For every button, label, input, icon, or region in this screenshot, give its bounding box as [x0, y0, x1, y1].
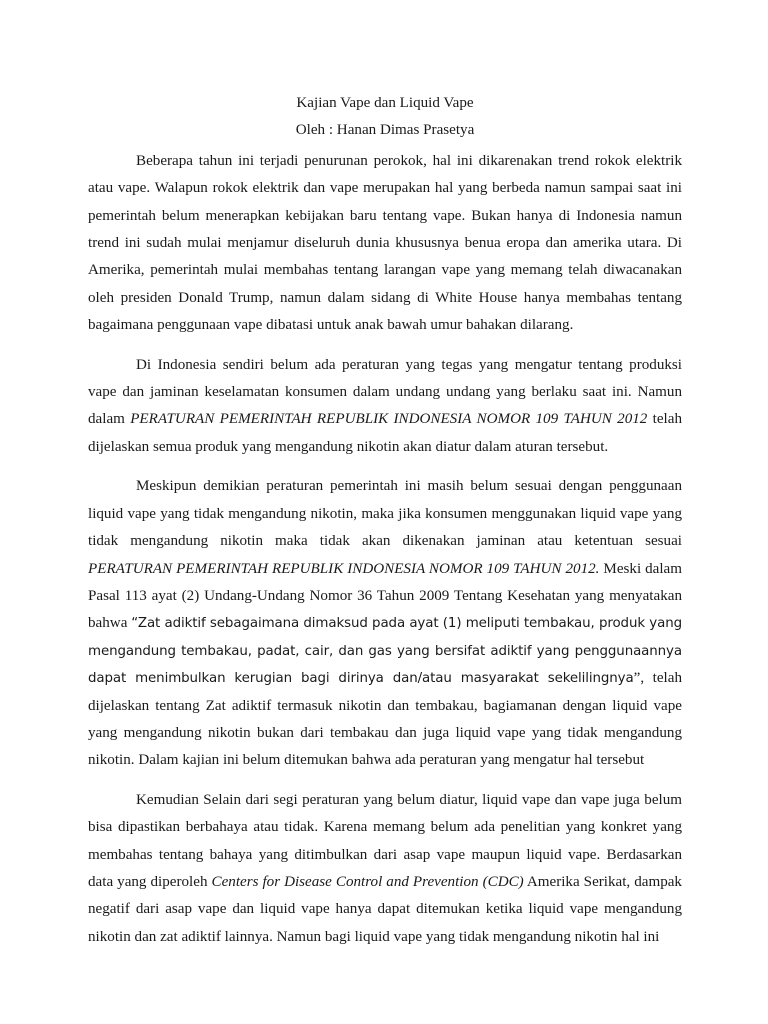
- paragraph-4-text-end: Amerika Serikat, dampak negatif dari asap vape dan liquid vape hanya dapat ditemukan ketika liquid vape mengandung nikotin dan zat adiktif lainnya. Namun bagi liquid vape yang tidak mengandung nikotin hal ini: [88, 873, 682, 945]
- paragraph-1: Beberapa tahun ini terjadi penurunan perokok, hal ini dikarenakan trend rokok elektrik atau vape. Walapun rokok elektrik dan vape merupakan hal yang berbeda namun sampai saat ini pemerintah belum menerapkan kebijakan baru tentang vape. Bukan hanya di Indonesia namun trend ini sudah mulai menjamur diseluruh dunia khususnya benua eropa dan amerika utara. Di Amerika, pemerintah mulai membahas tentang larangan vape yang memang telah diwacanakan oleh presiden Donald Trump, namun dalam sidang di White House hanya membahas tentang bagaimana penggunaan vape dibatasi untuk anak bawah umur bahakan dilarang.: [88, 152, 682, 334]
- paragraph-3-text-end: ”, telah dijelaskan tentang Zat adiktif termasuk nikotin dan tembakau, bagiamanan dengan liquid vape yang mengandung nikotin bukan dari tembakau dan juga liquid vape yang tidak mengandung nikotin. Dalam kajian ini belum ditemukan bahwa ada peraturan yang mengatur hal tersebut: [88, 670, 682, 769]
- paragraph-3-text-middle: Meski dalam Pasal 113 ayat (2) Undang-Undang Nomor 36 Tahun 2009 Tentang Kesehatan yang menyatakan bahwa: [88, 560, 682, 632]
- law-quote: “Zat adiktif sebagaimana dimaksud pada ayat (1) meliputi tembakau, produk yang mengandung tembakau, padat, cair, dan gas yang bersifat adiktif yang penggunaannya dapat menimbulkan kerugian bagi dirinya dan/atau masyarakat sekelilingnya: [88, 616, 682, 687]
- paragraph-4-text: Kemudian Selain dari segi peraturan yang belum diatur, liquid vape dan vape juga belum bisa dipastikan berbahaya atau tidak. Karena memang belum ada penelitian yang konkret yang membahas tentang bahaya yang ditimbulkan dari asap vape maupun liquid vape. Berdasarkan data yang diperoleh: [88, 791, 682, 890]
- paragraph-2: [88, 352, 682, 462]
- paragraph-2-text-end: telah dijelaskan semua produk yang mengandung nikotin akan diatur dalam aturan tersebut.: [88, 411, 682, 455]
- regulation-reference: PERATURAN PEMERINTAH REPUBLIK INDONESIA NOMOR 109 TAHUN 2012: [130, 411, 648, 428]
- regulation-reference: PERATURAN PEMERINTAH REPUBLIK INDONESIA NOMOR 109 TAHUN 2012.: [88, 560, 600, 577]
- author-line: Oleh : Hanan Dimas Prasetya: [295, 122, 475, 139]
- paragraph-4: [88, 787, 682, 951]
- paragraph-2-text: Di Indonesia sendiri belum ada peraturan yang tegas yang mengatur tentang produksi vape dan jaminan keselamatan konsumen dalam undang undang yang berlaku saat ini. Namun dalam: [88, 356, 682, 428]
- document-body: [88, 90, 682, 951]
- cdc-reference: Centers for Disease Control and Prevention (CDC): [211, 873, 524, 890]
- paragraph-3: [88, 473, 682, 774]
- document-title: Kajian Vape dan Liquid Vape: [296, 95, 474, 111]
- paragraph-3-text: Meskipun demikian peraturan pemerintah ini masih belum sesuai dengan penggunaan liquid vape yang tidak mengandung nikotin, maka jika konsumen menggunakan liquid vape yang tidak mengandung nikotin maka tidak akan dikenakan jaminan atau ketentuan sesuai: [88, 478, 682, 550]
